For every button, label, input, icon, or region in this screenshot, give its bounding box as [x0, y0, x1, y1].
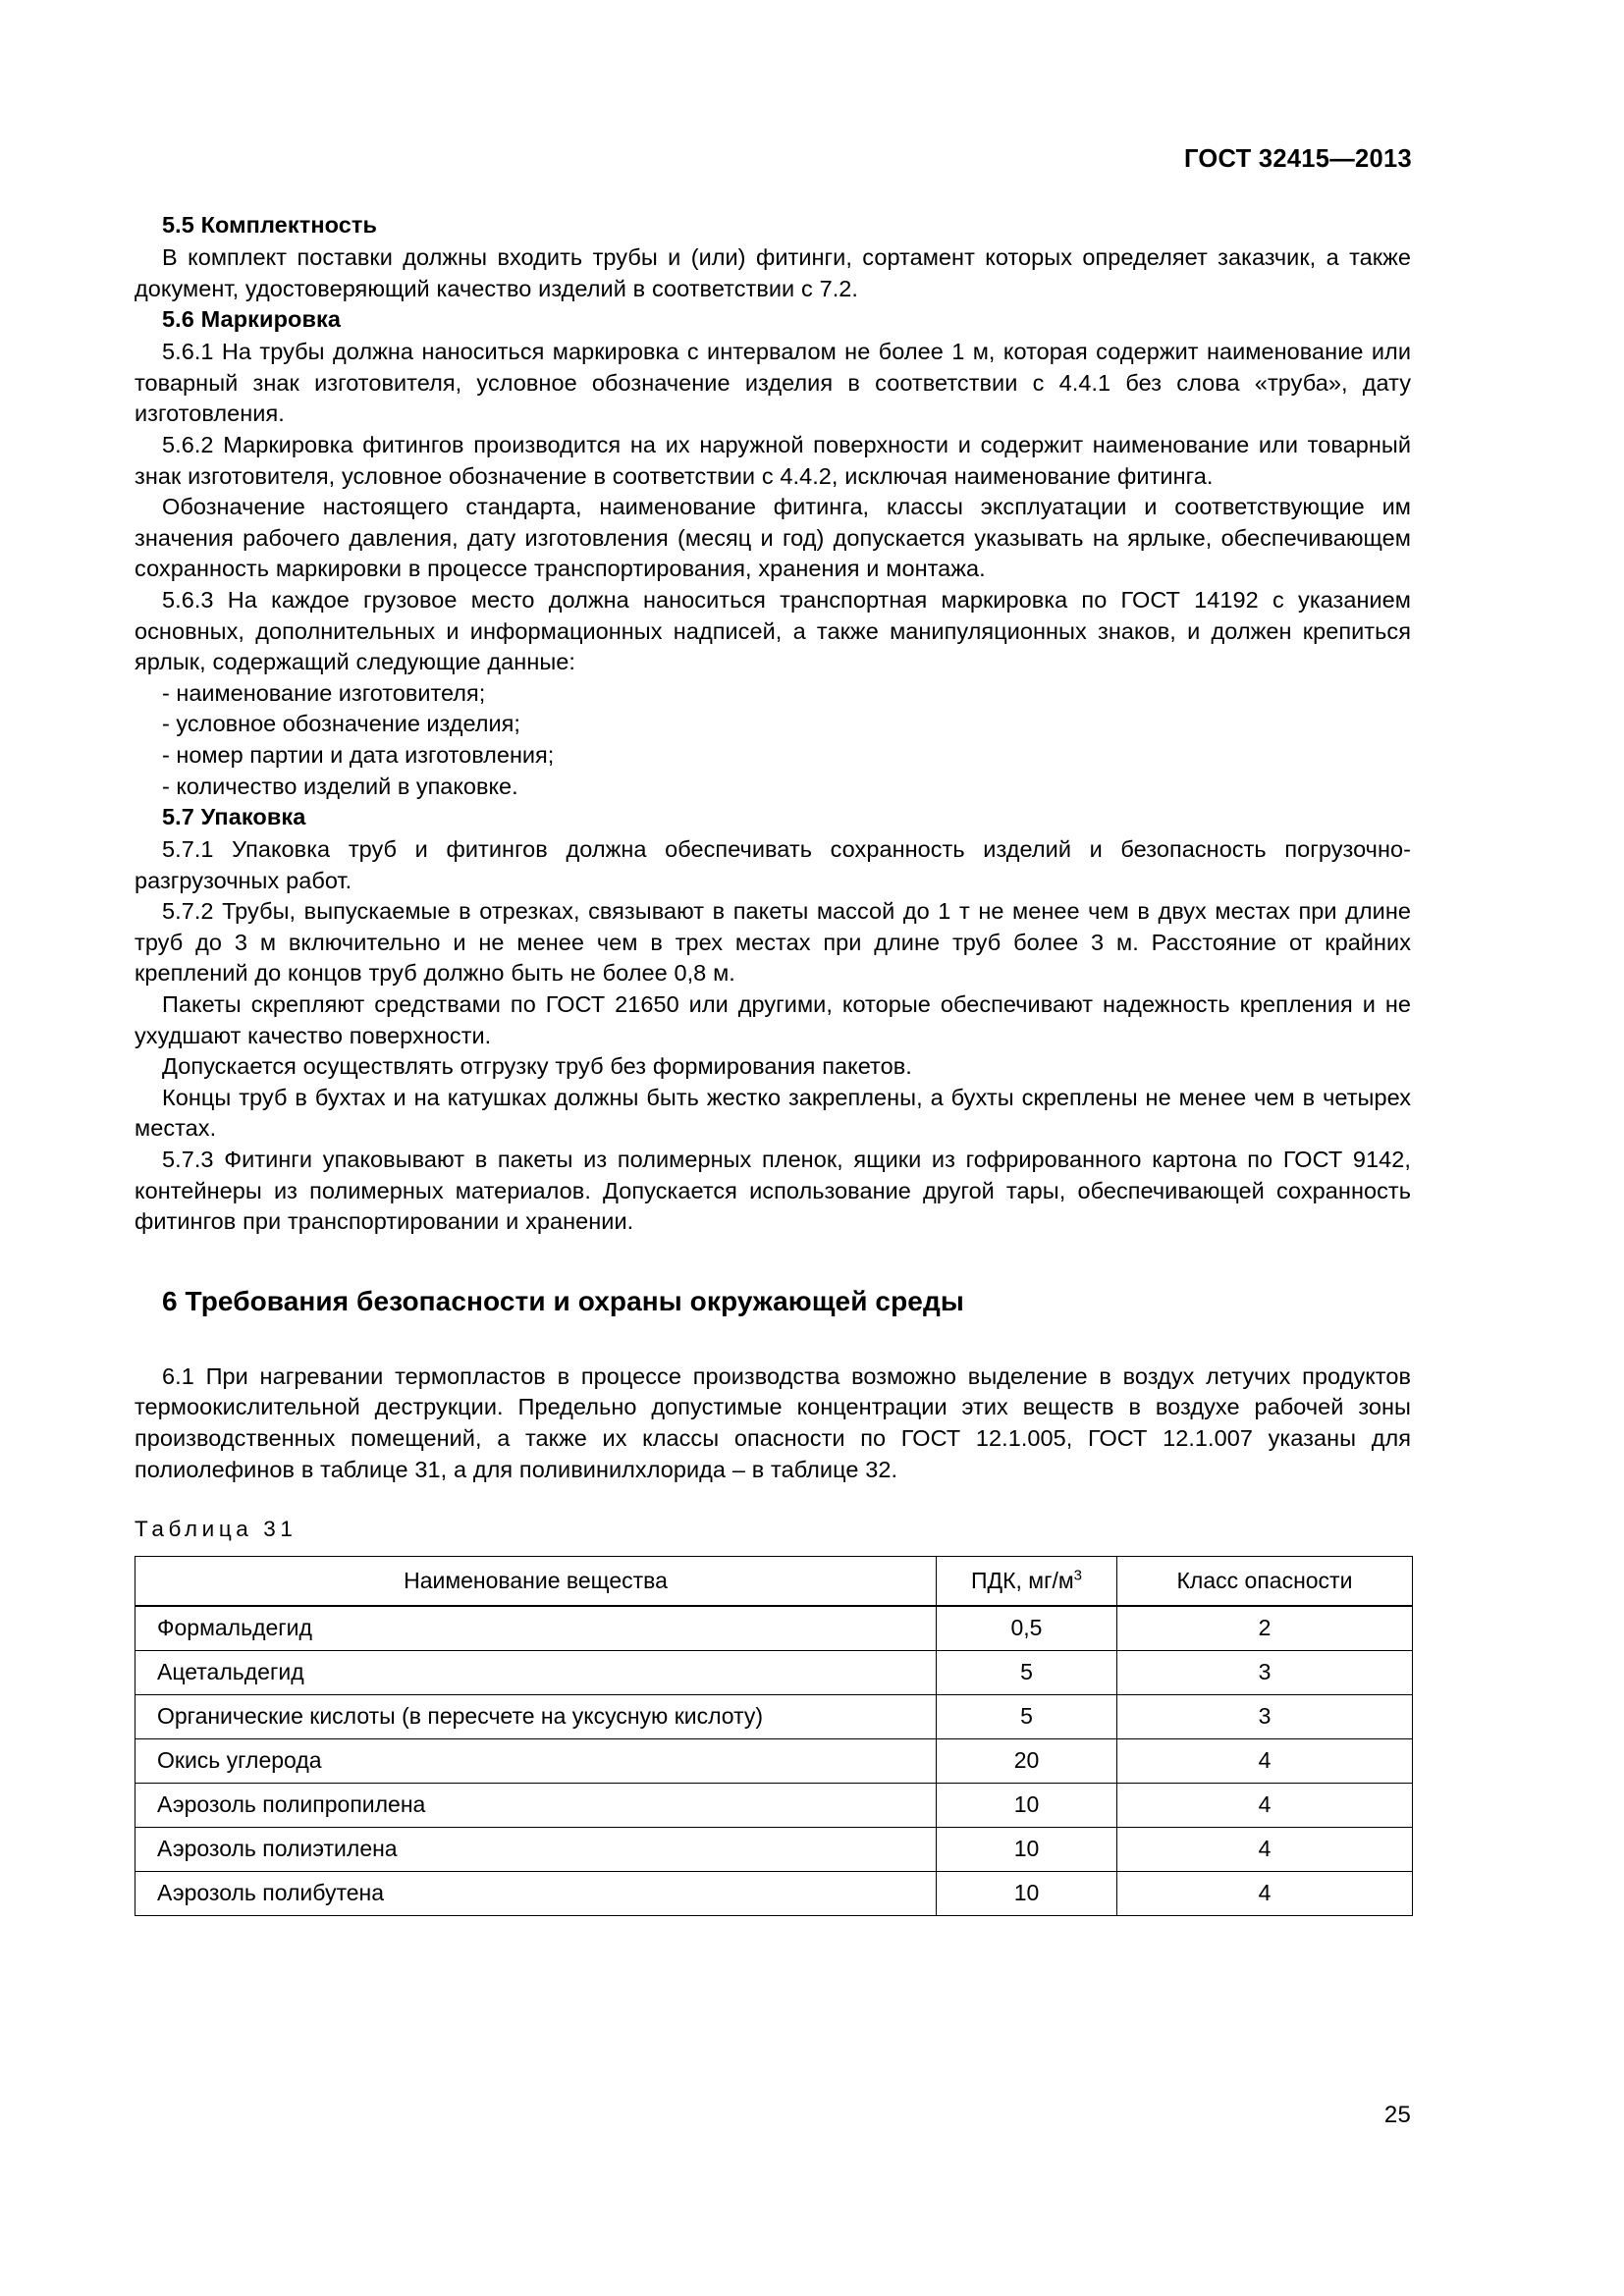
- paragraph-5-6-2-continued: Обозначение настоящего стандарта, наименование фитинга, классы эксплуатации и соответствующие им значения рабочего давления, дату изготовления (месяц и год) допускается указывать на ярлыке, обеспечивающем сохранность маркировки в процессе транспортирования, хранения и монтажа.: [135, 494, 1411, 582]
- cell-hazard-class: 3: [1117, 1695, 1413, 1739]
- table-header-row: [135, 1557, 1413, 1607]
- table-row: [135, 1651, 1413, 1695]
- paragraph-5-5: В комплект поставки должны входить трубы и (или) фитинги, сортамент которых определяет заказчик, а также документ, удостоверяющий качество изделий в соответствии с 7.2.: [135, 244, 1411, 301]
- paragraph-5-7-2: 5.7.2 Трубы, выпускаемые в отрезках, связывают в пакеты массой до 1 т не менее чем в двух местах при длине труб до 3 м включительно и не менее чем в трех местах при длине труб более 3 м. Расстояние от крайних креплений до концов труб должно быть не более 0,8 м.: [135, 898, 1411, 987]
- list-item: - наименование изготовителя;: [162, 679, 486, 706]
- cell-substance: Органические кислоты (в пересчете на уксусную кислоту): [135, 1695, 937, 1739]
- cell-pdk: 0,5: [937, 1606, 1117, 1651]
- cell-substance: Аэрозоль полибутена: [135, 1872, 937, 1916]
- table-row: [135, 1872, 1413, 1916]
- spacer: [135, 1320, 1411, 1362]
- cell-hazard-class: 4: [1117, 1739, 1413, 1784]
- table-row: [135, 1606, 1413, 1651]
- cell-pdk: 20: [937, 1739, 1117, 1784]
- heading-5-5-completeness: 5.5 Комплектность: [162, 212, 378, 238]
- cell-substance: Аэрозоль полипропилена: [135, 1784, 937, 1828]
- cell-substance: Окись углерода: [135, 1739, 937, 1784]
- cell-substance: Ацетальдегид: [135, 1651, 937, 1695]
- paragraph-5-6-2: 5.6.2 Маркировка фитингов производится на их наружной поверхности и содержит наименование или товарный знак изготовителя, условное обозначение в соответствии с 4.4.2, исключая наименование фитинга.: [135, 431, 1411, 489]
- cell-pdk: 5: [937, 1695, 1117, 1739]
- paragraph-5-7-2-bundling: Пакеты скрепляют средствами по ГОСТ 21650 или другими, которые обеспечивают надежность крепления и не ухудшают качество поверхности.: [135, 991, 1411, 1048]
- column-header-pdk-text: ПДК, мг/м: [970, 1567, 1074, 1593]
- page-number: 25: [1383, 2102, 1411, 2128]
- paragraph-5-7-1: 5.7.1 Упаковка труб и фитингов должна обеспечивать сохранность изделий и безопасность погрузочно-разгрузочных работ.: [135, 836, 1411, 893]
- table-row: [135, 1695, 1413, 1739]
- cell-pdk: 10: [937, 1872, 1117, 1916]
- cell-hazard-class: 4: [1117, 1828, 1413, 1872]
- cell-substance: Аэрозоль полиэтилена: [135, 1828, 937, 1872]
- table-row: [135, 1828, 1413, 1872]
- paragraph-5-7-3: 5.7.3 Фитинги упаковывают в пакеты из полимерных пленок, ящики из гофрированного картона по ГОСТ 9142, контейнеры из полимерных материалов. Допускается использование другой тары, обеспечивающей сохранность фитингов при транспортировании и хранении.: [135, 1147, 1411, 1235]
- cell-hazard-class: 4: [1117, 1784, 1413, 1828]
- cell-pdk: 5: [937, 1651, 1117, 1695]
- cell-substance: Формальдегид: [135, 1606, 937, 1651]
- running-head-standard-id: ГОСТ 32415—2013: [1183, 145, 1412, 173]
- column-header-substance: Наименование вещества: [135, 1557, 937, 1607]
- column-header-hazard-class: Класс опасности: [1117, 1557, 1413, 1607]
- list-item: - условное обозначение изделия;: [162, 711, 520, 737]
- heading-5-6-marking: 5.6 Маркировка: [162, 306, 342, 333]
- page-content: [135, 210, 1411, 1916]
- cell-pdk: 10: [937, 1784, 1117, 1828]
- paragraph-5-6-3: 5.6.3 На каждое грузовое место должна наноситься транспортная маркировка по ГОСТ 14192 с указанием основных, дополнительных и информационных надписей, а также манипуляционных знаков, и должен крепиться ярлык, содержащий следующие данные:: [135, 586, 1411, 675]
- column-header-pdk: [937, 1557, 1117, 1607]
- spacer: [135, 1487, 1411, 1515]
- cell-hazard-class: 3: [1117, 1651, 1413, 1695]
- heading-6-safety-environment: 6 Требования безопасности и охраны окружающей среды: [162, 1285, 964, 1316]
- label-data-list: [135, 678, 1411, 802]
- paragraph-6-1: 6.1 При нагревании термопластов в процессе производства возможно выделение в воздух летучих продуктов термоокислительной деструкции. Предельно допустимые концентрации этих веществ в воздухе рабочей зоны производственных помещений, а также их классы опасности по ГОСТ 12.1.005, ГОСТ 12.1.007 указаны для полиолефинов в таблице 31, а для поливинилхлорида – в таблице 32.: [135, 1362, 1411, 1482]
- spacer: [135, 1238, 1411, 1283]
- cell-hazard-class: 4: [1117, 1872, 1413, 1916]
- table-caption: Таблица 31: [135, 1517, 298, 1542]
- paragraph-5-7-2-shipping: Допускается осуществлять отгрузку труб без формирования пакетов.: [162, 1053, 912, 1080]
- list-item: - номер партии и дата изготовления;: [162, 741, 555, 768]
- list-item: - количество изделий в упаковке.: [162, 773, 518, 799]
- superscript-cubed: 3: [1073, 1567, 1083, 1584]
- paragraph-5-6-1: 5.6.1 На трубы должна наноситься маркировка с интервалом не более 1 м, которая содержит наименование или товарный знак изготовителя, условное обозначение изделия в соответствии с 4.4.1 без слова «труба», дату изготовления.: [135, 339, 1411, 427]
- cell-hazard-class: 2: [1117, 1606, 1413, 1651]
- table-31-permissible-concentrations: [135, 1556, 1413, 1916]
- cell-pdk: 10: [937, 1828, 1117, 1872]
- table-row: [135, 1784, 1413, 1828]
- heading-5-7-packaging: 5.7 Упаковка: [162, 804, 306, 830]
- table-row: [135, 1739, 1413, 1784]
- paragraph-5-7-2-coils: Концы труб в бухтах и на катушках должны быть жестко закреплены, а бухты скреплены не менее чем в четырех местах.: [135, 1084, 1411, 1142]
